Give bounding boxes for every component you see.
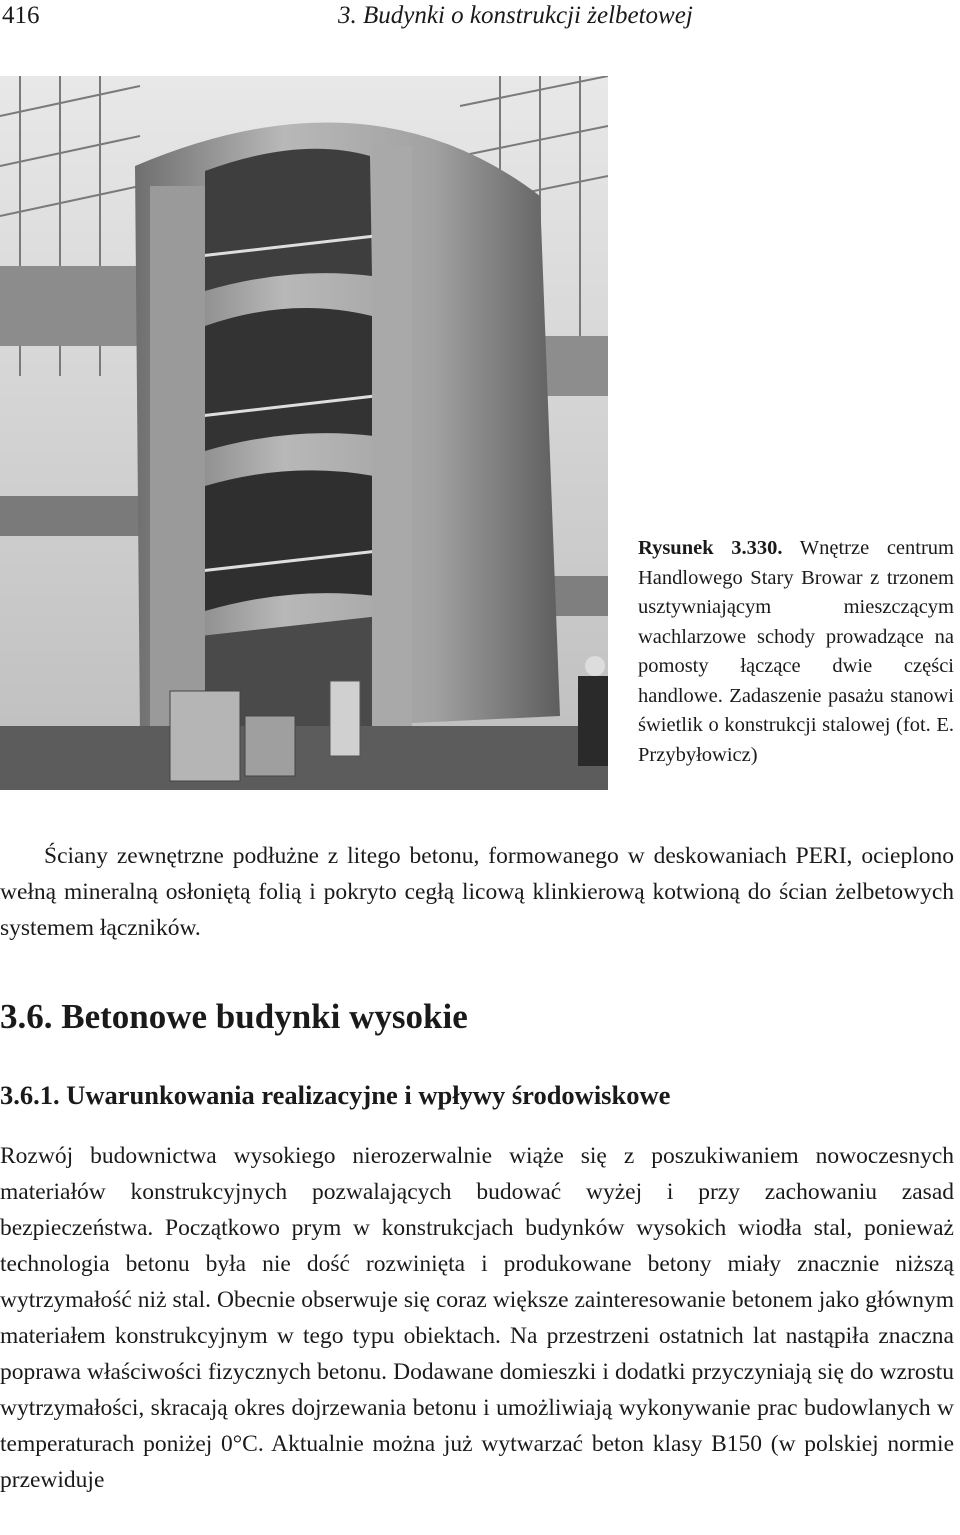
figure-caption-text: Wnętrze centrum Handlowego Stary Browar z trzonem usztywniającym mieszczącym wachlarzowe schody prowadzące na pomosty łączące dwie części handlowe. Zadaszenie pasażu stanowi świetlik o konstrukcji stalowej (fot. E. Przybyłowicz) — [638, 537, 954, 766]
figure-caption — [638, 534, 954, 770]
figure-label: Rysunek 3.330. — [638, 537, 783, 559]
subsection-heading: 3.6.1. Uwarunkowania realizacyjne i wpływy środowiskowe — [0, 1080, 671, 1110]
page-header — [0, 0, 960, 40]
section-heading: 3.6. Betonowe budynki wysokie — [0, 997, 468, 1036]
page-number: 416 — [2, 2, 40, 29]
running-title: 3. Budynki o konstrukcji żelbetowej — [338, 2, 693, 29]
body-paragraph: Ściany zewnętrzne podłużne z litego betonu, formowanego w deskowaniach PERI, ocieplono wełną mineralną osłoniętą folią i pokryto cegłą licową klinkierową kotwioną do ścian żelbetowych systemem łączników. — [0, 843, 954, 941]
figure-photo — [0, 76, 608, 790]
body-paragraph: Rozwój budownictwa wysokiego nierozerwalnie wiąże się z poszukiwaniem nowoczesnych materiałów konstrukcyjnych pozwalających budować wyżej i przy zachowaniu zasad bezpieczeństwa. Początkowo prym w konstrukcjach budynków wysokich wiodła stal, ponieważ technologia betonu była nie dość rozwinięta i produkowane betony miały znacznie niższą wytrzymałość niż stal. Obecnie obserwuje się coraz większe zainteresowanie betonem jako głównym materiałem konstrukcyjnym w tego typu obiektach. Na przestrzeni ostatnich lat nastąpiła znaczna poprawa właściwości fizycznych betonu. Dodawane domieszki i dodatki przyczyniają się do wzrostu wytrzymałości, skracają okres dojrzewania betonu i umożliwiają wykonywanie prac budowlanych w temperaturach poniżej 0°C. Aktualnie można już wytwarzać beton klasy B150 (w polskiej normie przewiduje — [0, 1143, 954, 1493]
photo-illustration — [0, 76, 608, 790]
